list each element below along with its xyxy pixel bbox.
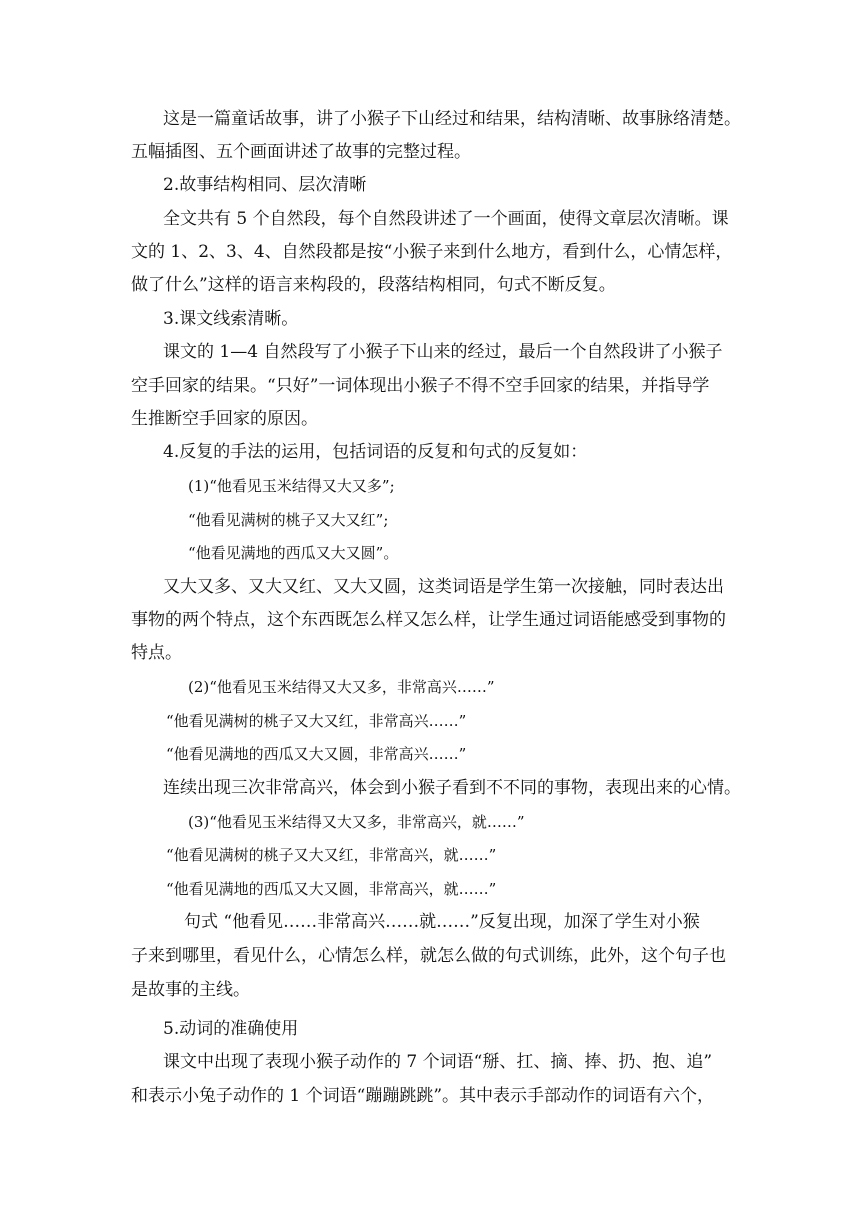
body-line-5: 文的 1、2、3、4、自然段都是按“小猴子来到什么地方，看到什么，心情怎样， xyxy=(131,242,733,262)
quote-line-2a: (2)“他看见玉米结得又大又多，非常高兴……” xyxy=(188,678,495,696)
body-line-25: 句式 “他看见……非常高兴……就……”反复出现，加深了学生对小猴 xyxy=(184,912,700,932)
section-heading-4: 4.反复的手法的运用，包括词语的反复和句式的反复如： xyxy=(163,442,588,462)
body-line-29: 课文中出现了表现小猴子动作的 7 个词语“掰、扛、摘、捧、扔、抱、追” xyxy=(163,1052,713,1072)
quote-line-1c: “他看见满地的西瓜又大又圆”。 xyxy=(188,544,399,562)
section-heading-2: 2.故事结构相同、层次清晰 xyxy=(163,175,367,195)
quote-line-2c: “他看见满地的西瓜又大又圆，非常高兴……” xyxy=(166,745,467,763)
quote-line-3a: (3)“他看见玉米结得又大又多，非常高兴，就……” xyxy=(188,813,525,831)
body-line-10: 生推断空手回家的原因。 xyxy=(131,409,318,429)
body-line-30: 和表示小兔子动作的 1 个词语“蹦蹦跳跳”。其中表示手部动作的词语有六个， xyxy=(131,1086,715,1106)
quote-line-3b: “他看见满树的桃子又大又红，非常高兴，就……” xyxy=(166,846,497,864)
quote-line-3c: “他看见满地的西瓜又大又圆，非常高兴，就……” xyxy=(166,880,497,898)
quote-line-1b: “他看见满树的桃子又大又红”; xyxy=(188,511,389,529)
body-line-6: 做了什么”这样的语言来构段的，段落结构相同，句式不断反复。 xyxy=(131,275,616,295)
body-line-15: 又大又多、又大又红、又大又圆，这类词语是学生第一次接触，同时表达出 xyxy=(163,577,724,597)
section-heading-5: 5.动词的准确使用 xyxy=(163,1019,299,1039)
body-line-1: 这是一篇童话故事，讲了小猴子下山经过和结果，结构清晰、故事脉络清楚。 xyxy=(163,109,741,129)
body-line-21: 连续出现三次非常高兴，体会到小猴子看到不不同的事物，表现出来的心情。 xyxy=(163,778,741,798)
body-line-26: 子来到哪里，看见什么，心情怎么样，就怎么做的句式训练，此外，这个句子也 xyxy=(131,946,726,966)
body-line-8: 课文的 1—4 自然段写了小猴子下山来的经过，最后一个自然段讲了小猴子 xyxy=(163,342,723,362)
body-line-27: 是故事的主线。 xyxy=(131,980,250,1000)
body-line-17: 特点。 xyxy=(131,643,182,663)
body-line-9: 空手回家的结果。“只好”一词体现出小猴子不得不空手回家的结果，并指导学 xyxy=(131,376,710,396)
quote-line-2b: “他看见满树的桃子又大又红，非常高兴……” xyxy=(166,712,467,730)
section-heading-3: 3.课文线索清晰。 xyxy=(163,309,299,329)
body-line-2: 五幅插图、五个画面讲述了故事的完整过程。 xyxy=(131,142,471,162)
body-line-16: 事物的两个特点，这个东西既怎么样又怎么样，让学生通过词语能感受到事物的 xyxy=(131,610,726,630)
quote-line-1a: (1)“他看见玉米结得又大又多”; xyxy=(188,477,395,495)
body-line-4: 全文共有 5 个自然段，每个自然段讲述了一个画面，使得文章层次清晰。课 xyxy=(163,209,729,229)
